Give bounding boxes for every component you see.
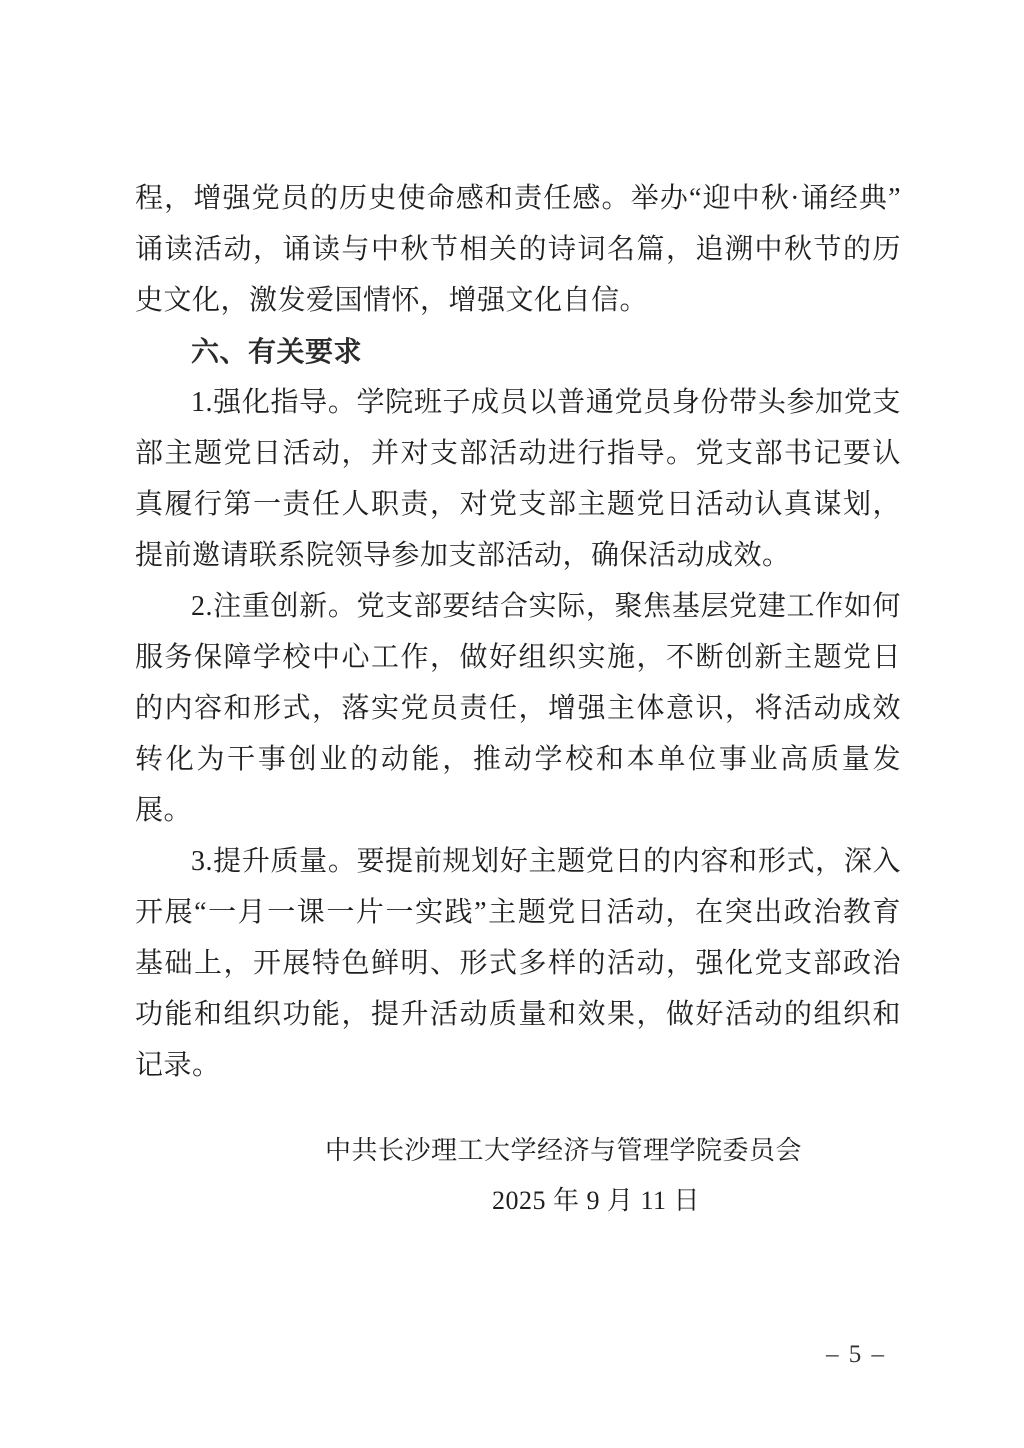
signature-block — [135, 1125, 901, 1220]
document-body — [135, 173, 901, 1220]
signature-line: 中共长沙理工大学经济与管理学院委员会 — [325, 1136, 803, 1165]
continuation-paragraph: 程，增强党员的历史使命感和责任感。举办“迎中秋·诵经典”诵读活动，诵读与中秋节相关的诗词名篇，追溯中秋节的历史文化，激发爱国情怀，增强文化自信。 — [135, 183, 901, 316]
paragraph-strengthen-guidance: 1.强化指导。学院班子成员以普通党员身份带头参加党支部主题党日活动，并对支部活动进行指导。党支部书记要认真履行第一责任人职责，对党支部主题党日活动认真谋划，提前邀请联系院领导参加支部活动，确保活动成效。 — [135, 387, 901, 571]
section-heading: 六、有关要求 — [191, 336, 363, 367]
paragraph-emphasize-innovation: 2.注重创新。党支部要结合实际，聚焦基层党建工作如何服务保障学校中心工作，做好组织实施，不断创新主题党日的内容和形式，落实党员责任，增强主体意识，将活动成效转化为干事创业的动能，推动学校和本单位事业高质量发展。 — [135, 591, 901, 826]
paragraph-improve-quality: 3.提升质量。要提前规划好主题党日的内容和形式，深入开展“一月一课一片一实践”主题党日活动，在突出政治教育基础上，开展特色鲜明、形式多样的活动，强化党支部政治功能和组织功能，提升活动质量和效果，做好活动的组织和记录。 — [135, 846, 901, 1081]
date-line: 2025 年 9 月 11 日 — [492, 1186, 701, 1215]
page-number: – 5 – — [826, 1341, 886, 1368]
